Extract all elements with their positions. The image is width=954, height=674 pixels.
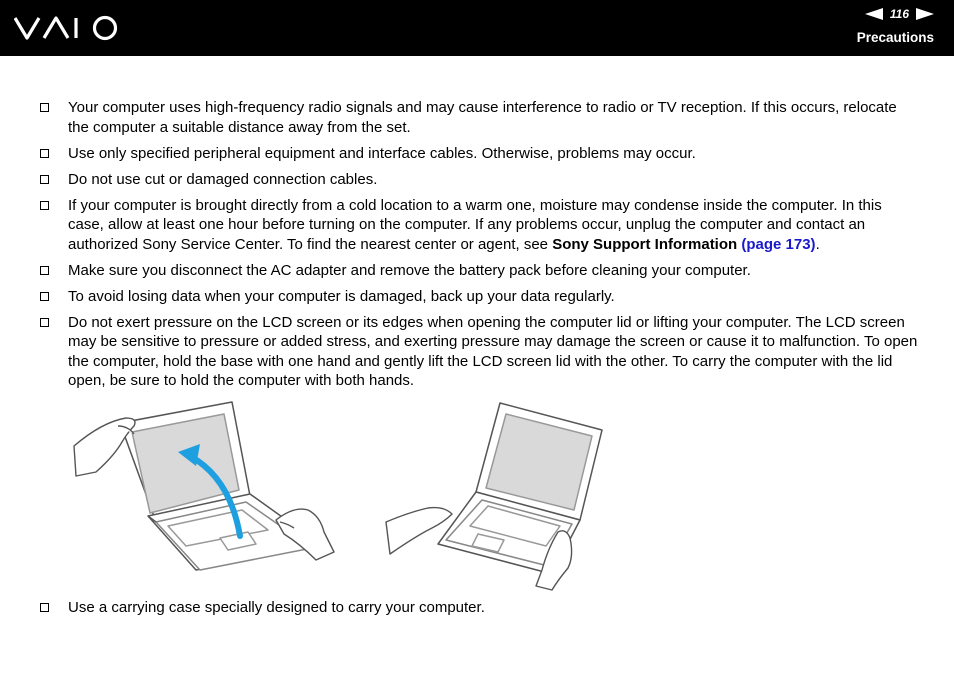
- list-item: [40, 144, 920, 164]
- list-item-text: Use only specified peripheral equipment and interface cables. Otherwise, problems may occur.: [68, 144, 696, 162]
- list-item-text: Your computer uses high-frequency radio signals and may cause interference to radio or TV reception. If this occurs, relocate the computer a suitable distance away from the set.: [68, 99, 897, 136]
- list-item-text: To avoid losing data when your computer is damaged, back up your data regularly.: [68, 287, 615, 305]
- header-bar: [0, 0, 954, 56]
- support-info-reference: Sony Support Information: [552, 235, 738, 253]
- sentence-end: .: [815, 235, 820, 253]
- list-item-text: Make sure you disconnect the AC adapter and remove the battery pack before cleaning your computer.: [68, 261, 751, 279]
- checkbox-bullet-icon: [40, 292, 49, 301]
- checkbox-bullet-icon: [40, 175, 49, 184]
- vaio-logo: [14, 15, 120, 46]
- section-title: Precautions: [856, 30, 934, 45]
- checkbox-bullet-icon: [40, 103, 49, 112]
- page-number: 116: [889, 7, 909, 21]
- checkbox-bullet-icon: [40, 603, 49, 612]
- list-item: [40, 196, 920, 255]
- list-item-text: Do not use cut or damaged connection cables.: [68, 170, 378, 188]
- list-item: [40, 98, 920, 137]
- list-item: [40, 170, 920, 190]
- checkbox-bullet-icon: [40, 318, 49, 327]
- list-item: [40, 313, 920, 391]
- checkbox-bullet-icon: [40, 266, 49, 275]
- list-item: [40, 598, 948, 618]
- checkbox-bullet-icon: [40, 149, 49, 158]
- laptop-carrying-icon: [438, 403, 602, 574]
- checkbox-bullet-icon: [40, 201, 49, 210]
- laptop-handling-illustration: [72, 398, 612, 598]
- list-item-text: Use a carrying case specially designed to carry your computer.: [68, 599, 485, 616]
- page-173-link[interactable]: (page 173): [741, 235, 816, 253]
- list-item: [40, 261, 920, 281]
- next-page-arrow-icon[interactable]: [916, 8, 934, 20]
- list-item: [40, 287, 920, 307]
- prev-page-arrow-icon[interactable]: [865, 8, 883, 20]
- precautions-list: [40, 98, 920, 397]
- page-nav: [865, 7, 934, 21]
- list-item-text: Do not exert pressure on the LCD screen or its edges when opening the computer lid or lifting your computer. The LCD screen may be sensitive to pressure or added stress, and exerting pressure may damage the screen or cause it to malfunction. To open the computer, hold the base with one hand and gently lift the LCD screen lid with the other. To carry the computer with the lid open, be sure to hold the computer with both hands.: [68, 313, 918, 389]
- list-item-text: If your computer is brought directly from a cold location to a warm one, moisture may condense inside the computer. In this case, allow at least one hour before turning on the computer. If any problems occur, unplug the computer and contact an authorized Sony Service Center. To find the nearest center or agent, see: [68, 196, 882, 253]
